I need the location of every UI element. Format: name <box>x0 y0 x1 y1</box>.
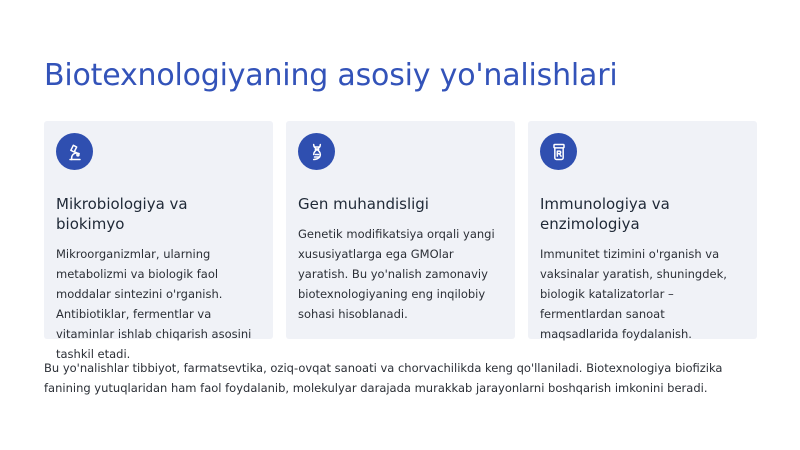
card-genetic-engineering <box>286 121 515 339</box>
card-text: Mikroorganizmlar, ularning metabolizmi va biologik faol moddalar sintezini o'rganish. Antibiotiklar, fermentlar va vitaminlar ishlab chiqarish asosini tashkil etadi. <box>56 247 252 361</box>
card-title: Gen muhandisligi <box>298 195 429 213</box>
card-title: Immunologiya va enzimologiya <box>540 195 670 233</box>
prescription-bottle-icon <box>540 133 577 170</box>
summary-paragraph: Bu yo'nalishlar tibbiyot, farmatsevtika, oziq-ovqat sanoati va chorvachilikda keng qo'llaniladi. Biotexnologiya biofizika fanining yutuqlaridan ham faol foydalanib, molekulyar darajada murakkab jarayonlarni boshqarish imkonini beradi. <box>44 361 723 395</box>
dna-icon <box>298 133 335 170</box>
card-text: Immunitet tizimini o'rganish va vaksinalar yaratish, shuningdek, biologik katalizatorlar – fermentlardan sanoat maqsadlarida foydalanish. <box>540 247 727 341</box>
card-text: Genetik modifikatsiya orqali yangi xususiyatlarga ega GMOlar yaratish. Bu yo'nalish zamonaviy biotexnologiyaning eng inqilobiy sohasi hisoblanadi. <box>298 227 495 321</box>
card-microbiology <box>44 121 273 361</box>
card-row <box>44 121 757 361</box>
card-immunology <box>528 121 757 339</box>
card-title: Mikrobiologiya va biokimyo <box>56 195 188 233</box>
microscope-icon <box>56 133 93 170</box>
page-title: Biotexnologiyaning asosiy yo'nalishlari <box>44 58 618 93</box>
